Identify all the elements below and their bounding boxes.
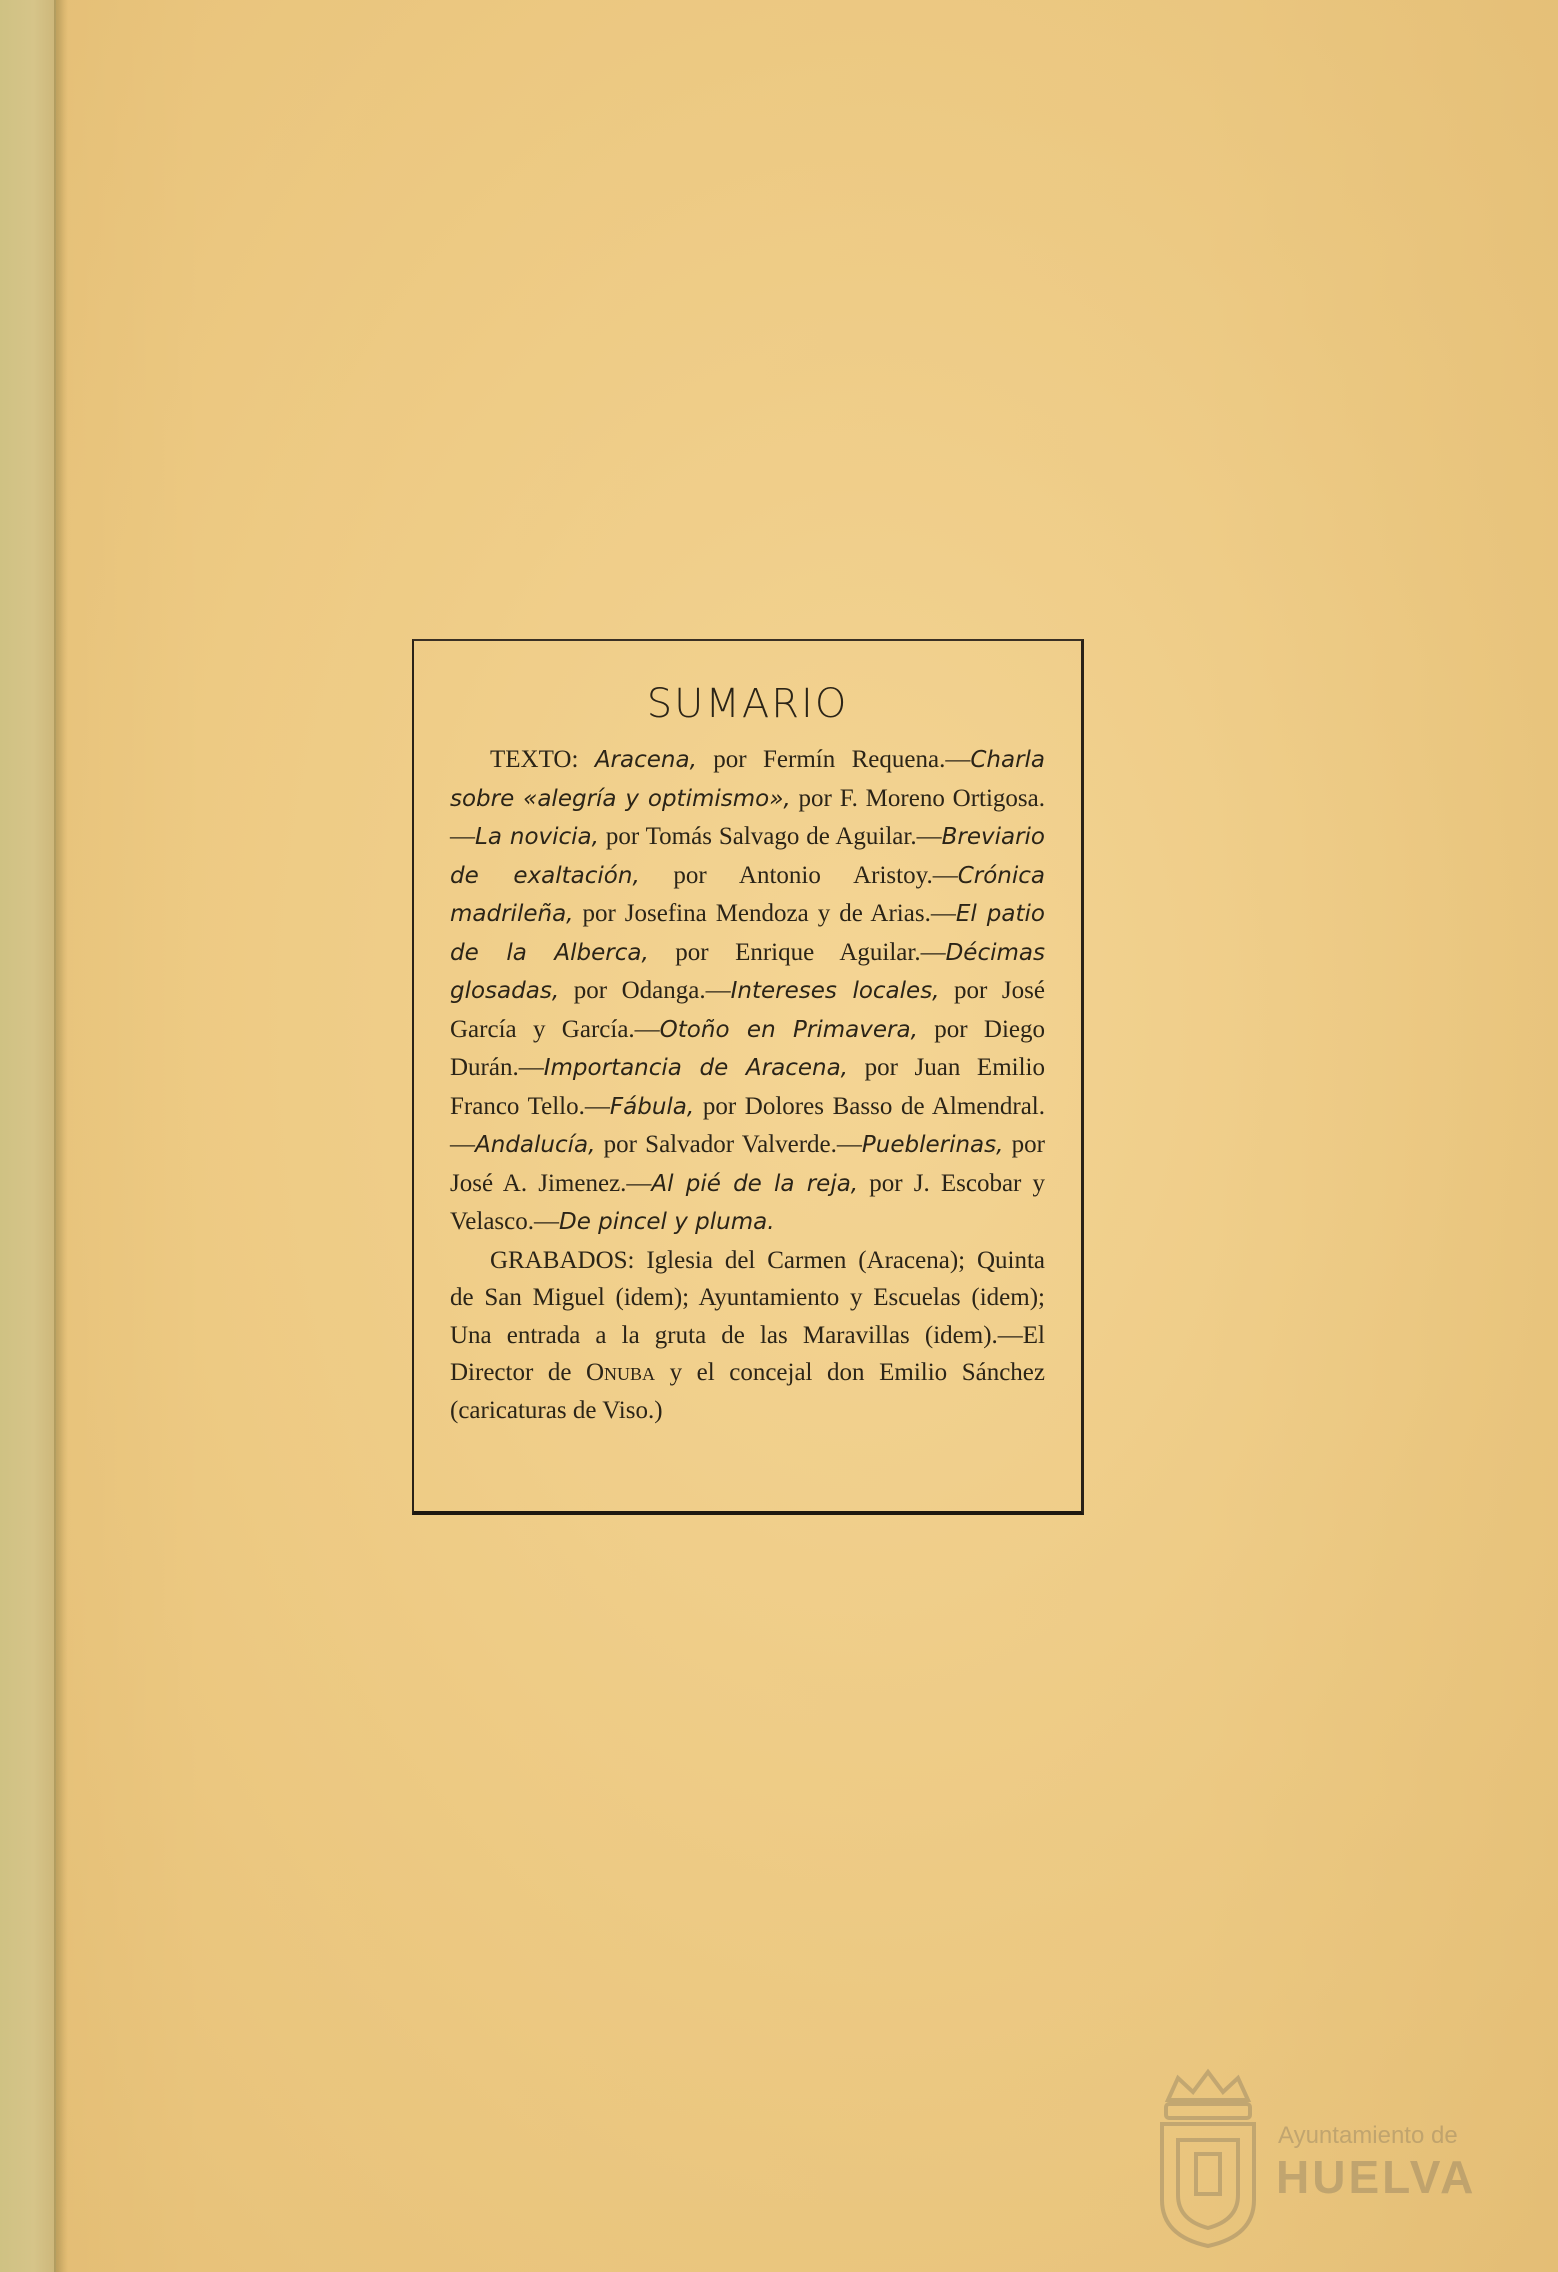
article-title: La novicia, bbox=[475, 824, 599, 850]
article-title: De pincel y pluma. bbox=[559, 1209, 775, 1235]
article-author: por José García y García.— bbox=[450, 977, 1045, 1043]
article-author: por Enrique Aguilar.— bbox=[648, 938, 946, 966]
article-title: Aracena, bbox=[594, 747, 697, 773]
article-author: por Tomás Salvago de Aguilar.— bbox=[598, 823, 942, 850]
article-title: Breviario de exaltación, bbox=[450, 824, 1046, 889]
article-title: Andalucía, bbox=[475, 1132, 596, 1158]
watermark-line2: HUELVA bbox=[1276, 2151, 1477, 2203]
summary-text bbox=[450, 741, 1045, 1429]
article-title: Fábula, bbox=[609, 1093, 695, 1120]
article-author: por Josefina Mendoza y de Arias.— bbox=[573, 900, 956, 927]
article-title: Crónica madrileña, bbox=[450, 862, 1045, 927]
texto-list bbox=[450, 746, 1045, 1235]
article-author: por Fermín Requena.— bbox=[696, 746, 971, 773]
grabados-text-1: Iglesia del Carmen (Aracena); Quinta de San Miguel (idem); Ayuntamiento y Escuelas (idem); Una entrada a la gruta de las Maravillas (idem).—El Director de bbox=[450, 1246, 1045, 1386]
grabados-onuba: Onuba bbox=[585, 1359, 656, 1386]
article-author: por Diego Durán.— bbox=[450, 1015, 1045, 1081]
texto-label: TEXTO: bbox=[490, 746, 579, 773]
article-title: Décimas glosadas, bbox=[450, 939, 1045, 1004]
article-title: Charla sobre «alegría y optimismo», bbox=[450, 747, 1046, 812]
left-paper-strip bbox=[0, 0, 56, 2272]
summary-box bbox=[412, 639, 1084, 1515]
article-author: por Juan Emilio Franco Tello.— bbox=[450, 1054, 1045, 1120]
article-title: Otoño en Primavera, bbox=[659, 1016, 918, 1043]
huelva-watermark-logo bbox=[1148, 2060, 1478, 2250]
spine-shadow bbox=[54, 0, 68, 2272]
article-author: por J. Escobar y Velasco.— bbox=[450, 1169, 1045, 1235]
watermark-line1: Ayuntamiento de bbox=[1278, 2122, 1458, 2149]
article-title: El patio de la Alberca, bbox=[450, 901, 1045, 966]
summary-title: SUMARIO bbox=[646, 681, 849, 727]
grabados-label: GRABADOS: bbox=[490, 1246, 635, 1274]
article-title: Al pié de la reja, bbox=[651, 1170, 859, 1197]
grabados-text-2: y el concejal don Emilio Sánchez (caricaturas de Viso.) bbox=[450, 1359, 1045, 1424]
article-author: por Antonio Aristoy.— bbox=[639, 861, 958, 889]
article-author: por Odanga.— bbox=[559, 977, 731, 1004]
article-title: Importancia de Aracena, bbox=[543, 1055, 848, 1081]
article-title: Intereses locales, bbox=[730, 978, 940, 1004]
article-author: por F. Moreno Ortigosa.— bbox=[450, 784, 1045, 850]
texto-paragraph bbox=[450, 741, 1045, 1242]
article-author: por Dolores Basso de Almendral.— bbox=[450, 1092, 1045, 1158]
article-author: por José A. Jimenez.— bbox=[450, 1131, 1045, 1197]
grabados-paragraph bbox=[450, 1242, 1045, 1430]
article-author: por Salvador Valverde.— bbox=[595, 1131, 862, 1158]
crest-icon bbox=[1148, 2060, 1268, 2250]
article-title: Pueblerinas, bbox=[861, 1132, 1004, 1158]
